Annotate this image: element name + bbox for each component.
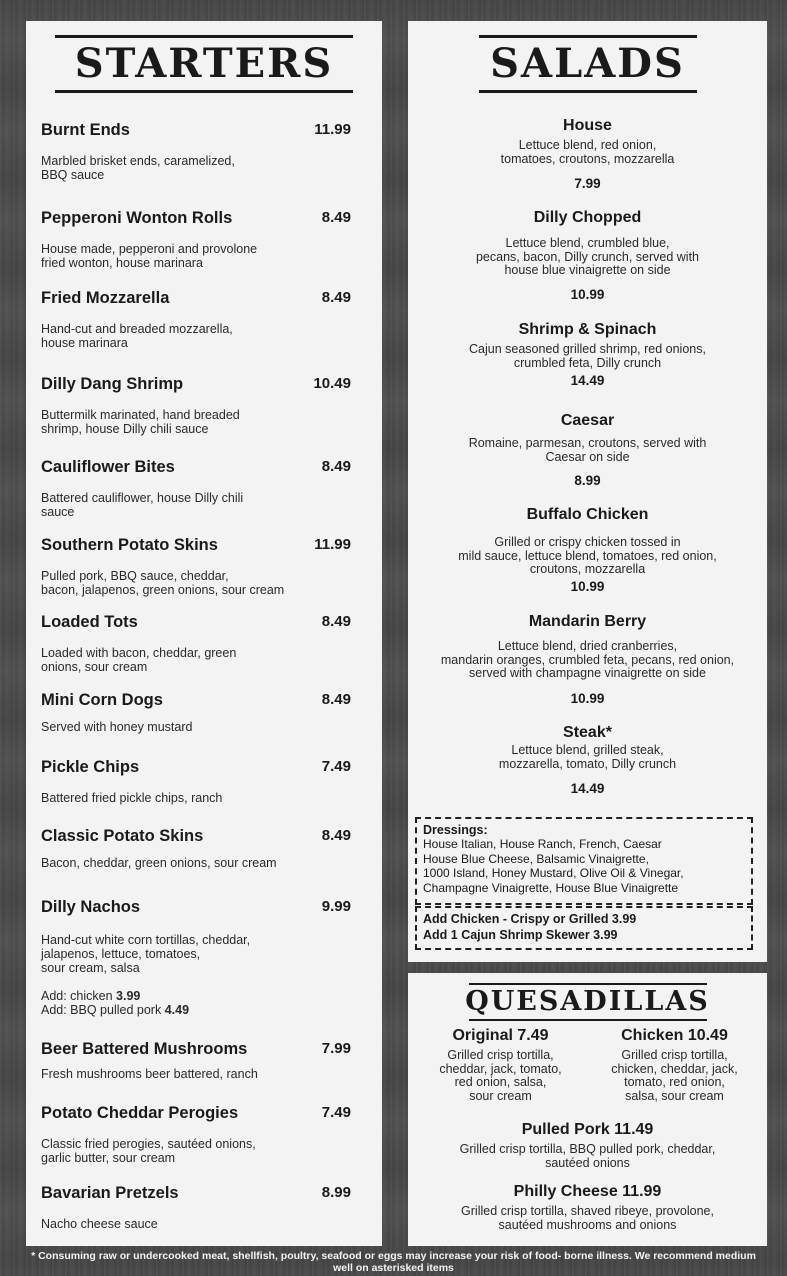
dressings-line: House Blue Cheese, Balsamic Vinaigrette, (423, 851, 649, 866)
item-price: 14.49 (570, 781, 605, 796)
item-name: Mini Corn Dogs (41, 691, 163, 709)
menu-item (41, 1104, 361, 1165)
item-description: Grilled crisp tortilla, BBQ pulled pork, cheddar, sautéed onions (459, 1142, 716, 1170)
item-name: Cauliflower Bites (41, 458, 175, 476)
item-price: 10.99 (570, 578, 605, 594)
salad-item (408, 321, 767, 388)
item-description: Fresh mushrooms beer battered, ranch (41, 1067, 258, 1081)
item-name: Classic Potato Skins (41, 827, 204, 845)
item-description: Pulled pork, BBQ sauce, cheddar, bacon, jalapenos, green onions, sour cream (41, 569, 285, 597)
item-name: Loaded Tots (41, 613, 138, 631)
item-description: Hand-cut and breaded mozzarella, house marinara (41, 322, 233, 350)
salad-item (408, 724, 767, 796)
item-price: 7.49 (321, 1104, 351, 1121)
item-price: 8.49 (321, 827, 351, 844)
item-name: Fried Mozzarella (41, 289, 170, 307)
item-description: Grilled crisp tortilla, chicken, cheddar, jack, tomato, red onion, salsa, sour cream (611, 1048, 738, 1103)
quesadilla-item (592, 1027, 757, 1103)
item-description: Nacho cheese sauce (41, 1217, 158, 1231)
item-description: House made, pepperoni and provolone fried wonton, house marinara (41, 242, 258, 270)
health-disclaimer: * Consuming raw or undercooked meat, shellfish, poultry, seafood or eggs may increase your risk of food- borne illness. We recommend medium well on asterisked items (31, 1250, 756, 1274)
item-price: 8.99 (574, 473, 601, 488)
salad-item (408, 412, 767, 488)
item-name: Buffalo Chicken (526, 506, 649, 523)
item-description: Cajun seasoned grilled shrimp, red onions, crumbled feta, Dilly crunch (469, 342, 706, 370)
item-description: Lettuce blend, crumbled blue, pecans, bacon, Dilly crunch, served with house blue vinaigrette on side (475, 236, 700, 277)
item-price: 11.99 (314, 536, 351, 553)
menu-item (41, 827, 361, 870)
item-description: Lettuce blend, dried cranberries, mandarin oranges, crumbled feta, pecans, red onion, served with champagne vinaigrette on side (440, 639, 735, 680)
menu-item (41, 375, 361, 436)
item-description: Battered fried pickle chips, ranch (41, 791, 223, 805)
item-description: Grilled crisp tortilla, cheddar, jack, tomato, red onion, salsa, sour cream (439, 1048, 562, 1103)
starters-heading: STARTERS (26, 35, 382, 93)
addon-line: Add 1 Cajun Shrimp Skewer 3.99 (423, 927, 618, 942)
item-description: Bacon, cheddar, green onions, sour cream (41, 856, 277, 870)
menu-item (41, 613, 361, 674)
quesadilla-item (418, 1027, 583, 1103)
item-price: 8.49 (321, 209, 351, 226)
quesadilla-item (408, 1121, 767, 1170)
item-description: Romaine, parmesan, croutons, served with Caesar on side (468, 436, 707, 464)
item-name: Dilly Nachos (41, 898, 141, 916)
item-name: Caesar (560, 412, 615, 429)
quesadillas-heading: QUESADILLAS (408, 983, 767, 1021)
item-description: Buttermilk marinated, hand breaded shrimp, house Dilly chili sauce (41, 408, 240, 436)
menu-item (41, 1184, 361, 1231)
item-description: Classic fried perogies, sautéed onions, garlic butter, sour cream (41, 1137, 256, 1165)
dressings-line: House Italian, House Ranch, French, Caesar (423, 837, 662, 851)
item-description: Lettuce blend, red onion, tomatoes, croutons, mozzarella (500, 138, 675, 166)
item-price: 7.49 (321, 758, 351, 775)
menu-item (41, 289, 361, 350)
dressings-line: Champagne Vinaigrette, House Blue Vinaigrette (423, 880, 679, 895)
item-name: Dilly Dang Shrimp (41, 375, 184, 393)
item-price: 14.49 (570, 373, 605, 388)
addon-line: Add Chicken - Crispy or Grilled 3.99 (423, 912, 637, 926)
item-price: 10.99 (570, 690, 605, 706)
item-description: Hand-cut white corn tortillas, cheddar, jalapenos, lettuce, tomatoes, sour cream, salsa (41, 933, 251, 975)
item-price: 10.99 (570, 286, 605, 302)
item-description: Lettuce blend, grilled steak, mozzarella, tomato, Dilly crunch (498, 743, 677, 771)
item-price: 8.99 (321, 1184, 351, 1201)
item-price: 7.99 (321, 1040, 351, 1057)
salad-item (408, 209, 767, 302)
menu-item (41, 458, 361, 519)
item-price: 10.49 (313, 375, 351, 392)
item-name: Mandarin Berry (528, 613, 647, 630)
item-name: Philly Cheese 11.99 (513, 1183, 662, 1200)
salads-panel (408, 21, 767, 962)
item-name: Burnt Ends (41, 121, 130, 139)
dressings-line: 1000 Island, Honey Mustard, Olive Oil & Vinegar, (423, 866, 684, 880)
item-name: Steak* (563, 724, 612, 741)
item-price: 8.49 (321, 458, 351, 475)
item-name: Beer Battered Mushrooms (41, 1040, 248, 1058)
addons-box (415, 906, 753, 950)
item-addons: Add: chicken 3.99 Add: BBQ pulled pork 4.49 (41, 989, 190, 1017)
item-description: Served with honey mustard (41, 720, 193, 734)
item-name: Dilly Chopped (533, 209, 642, 226)
salad-item (408, 613, 767, 706)
menu-item (41, 536, 361, 597)
salad-item (408, 506, 767, 594)
item-name: Pickle Chips (41, 758, 140, 776)
dressings-heading: Dressings: (423, 823, 488, 837)
item-name: Bavarian Pretzels (41, 1184, 179, 1202)
quesadillas-panel (408, 973, 767, 1246)
item-price: 9.99 (321, 898, 351, 915)
menu-item (41, 209, 361, 270)
item-name: Southern Potato Skins (41, 536, 218, 554)
item-name: Potato Cheddar Perogies (41, 1104, 239, 1122)
item-name: Pepperoni Wonton Rolls (41, 209, 233, 227)
quesadilla-item (408, 1183, 767, 1232)
item-name: Shrimp & Spinach (518, 321, 657, 338)
item-price: 8.49 (321, 289, 351, 306)
item-description: Grilled or crispy chicken tossed in mild sauce, lettuce blend, tomatoes, red onion, croutons, mozzarella (458, 535, 717, 576)
item-price: 8.49 (321, 613, 351, 630)
menu-item (41, 691, 361, 734)
dressings-box (415, 817, 753, 905)
item-name: Pulled Pork 11.49 (521, 1121, 654, 1138)
item-description: Battered cauliflower, house Dilly chili sauce (41, 491, 244, 519)
starters-panel (26, 21, 382, 1246)
salads-heading: SALADS (408, 35, 767, 93)
menu-item (41, 121, 361, 182)
item-description: Loaded with bacon, cheddar, green onions, sour cream (41, 646, 237, 674)
item-price: 11.99 (314, 121, 351, 138)
item-name: Original 7.49 (452, 1027, 549, 1044)
menu-item (41, 1040, 361, 1081)
item-price: 7.99 (574, 176, 601, 191)
menu-item (41, 898, 361, 1017)
item-description: Marbled brisket ends, caramelized, BBQ sauce (41, 154, 235, 182)
item-description: Grilled crisp tortilla, shaved ribeye, provolone, sautéed mushrooms and onions (461, 1204, 714, 1232)
item-name: Chicken 10.49 (621, 1027, 728, 1044)
salad-item (408, 117, 767, 191)
item-name: House (563, 117, 612, 134)
item-price: 8.49 (321, 691, 351, 708)
menu-item (41, 758, 361, 805)
